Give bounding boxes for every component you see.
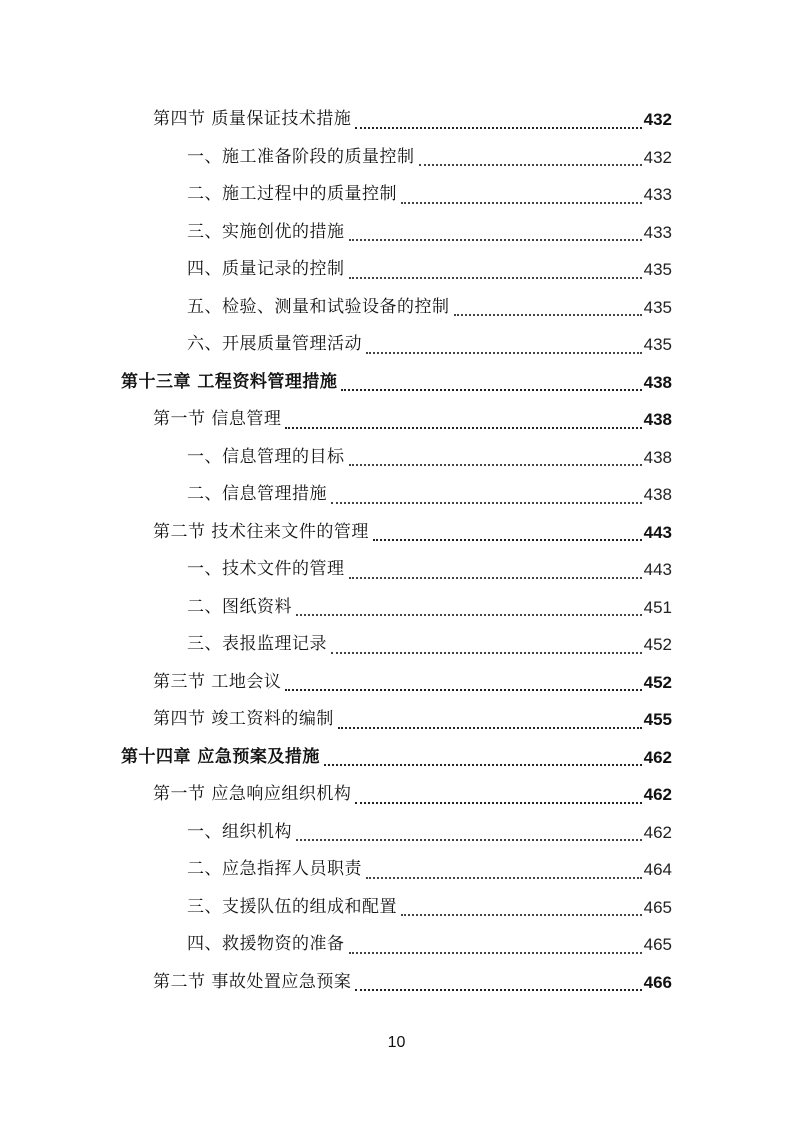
toc-leader-dots	[349, 238, 642, 241]
toc-entry[interactable]	[0, 514, 793, 552]
toc-entry[interactable]	[0, 326, 793, 364]
toc-entry-page: 433	[643, 222, 672, 242]
toc-entry-title: 六、开展质量管理活动	[187, 334, 362, 355]
toc-entry-page: 435	[643, 335, 672, 355]
toc-entry-page: 438	[643, 410, 672, 430]
toc-entry[interactable]	[0, 401, 793, 439]
toc-leader-dots	[324, 763, 642, 766]
toc-leader-dots	[349, 576, 642, 579]
toc-entry-title: 三、表报监理记录	[187, 634, 327, 655]
toc-entry-title: 二、施工过程中的质量控制	[187, 184, 397, 205]
toc-entry[interactable]	[0, 476, 793, 514]
toc-entry-title: 第四节 竣工资料的编制	[153, 709, 334, 730]
toc-entry-page: 455	[643, 710, 672, 730]
toc-leader-dots	[366, 876, 642, 879]
toc-entry-title: 一、技术文件的管理	[187, 559, 345, 580]
toc-leader-dots	[419, 163, 642, 166]
toc-entry-title: 第二节 技术往来文件的管理	[153, 521, 369, 542]
toc-entry-page: 432	[643, 147, 672, 167]
toc-leader-dots	[349, 463, 642, 466]
toc-entry[interactable]	[0, 251, 793, 289]
toc-leader-dots	[454, 313, 642, 316]
toc-entry-title: 第三节 工地会议	[153, 671, 282, 692]
toc-entry-page: 466	[643, 972, 672, 992]
toc-entry[interactable]	[0, 214, 793, 252]
page-number: 10	[387, 1034, 406, 1051]
toc-entry-page: 452	[643, 672, 672, 692]
toc-entry-page: 462	[643, 822, 672, 842]
toc-entry-page: 464	[643, 860, 672, 880]
toc-entry-page: 465	[643, 897, 672, 917]
toc-leader-dots	[296, 613, 642, 616]
toc-leader-dots	[401, 913, 642, 916]
toc-entry-page: 443	[643, 522, 672, 542]
toc-entry-title: 四、救援物资的准备	[187, 934, 345, 955]
toc-entry-page: 432	[643, 110, 672, 130]
toc-leader-dots	[355, 988, 641, 991]
toc-leader-dots	[366, 351, 642, 354]
toc-entry-page: 433	[643, 185, 672, 205]
toc-leader-dots	[331, 651, 642, 654]
toc-entry-title: 第一节 应急响应组织机构	[153, 784, 352, 805]
toc-entry-title: 一、施工准备阶段的质量控制	[187, 146, 415, 167]
toc-entry-title: 第二节 事故处置应急预案	[153, 971, 352, 992]
toc-entry-page: 438	[643, 447, 672, 467]
toc-entry[interactable]	[0, 101, 793, 139]
toc-entry[interactable]	[0, 439, 793, 477]
toc-leader-dots	[349, 951, 642, 954]
toc-entry-title: 四、质量记录的控制	[187, 259, 345, 280]
toc-leader-dots	[285, 688, 641, 691]
toc-entry[interactable]	[0, 926, 793, 964]
toc-entry[interactable]	[0, 589, 793, 627]
toc-entry-page: 452	[643, 635, 672, 655]
toc-entry[interactable]	[0, 626, 793, 664]
toc-leader-dots	[349, 276, 642, 279]
toc-entry-title: 二、应急指挥人员职责	[187, 859, 362, 880]
toc-entry-title: 第四节 质量保证技术措施	[153, 109, 352, 130]
toc-entry[interactable]	[0, 701, 793, 739]
toc-entry-page: 462	[643, 747, 672, 767]
toc-entry[interactable]	[0, 814, 793, 852]
toc-entry-title: 二、图纸资料	[187, 596, 292, 617]
toc-leader-dots	[296, 838, 642, 841]
toc-entry-page: 435	[643, 260, 672, 280]
toc-leader-dots	[373, 538, 642, 541]
toc-entry-page: 462	[643, 785, 672, 805]
toc-leader-dots	[355, 801, 641, 804]
toc-entry-title: 三、支援队伍的组成和配置	[187, 896, 397, 917]
toc-chapter-entry[interactable]	[0, 739, 793, 777]
toc-entry-page: 435	[643, 297, 672, 317]
toc-entry-title: 一、组织机构	[187, 821, 292, 842]
toc-entry-page: 438	[643, 485, 672, 505]
toc-leader-dots	[338, 726, 642, 729]
toc-chapter-entry[interactable]	[0, 364, 793, 402]
toc-entry[interactable]	[0, 551, 793, 589]
toc-entry-page: 451	[643, 597, 672, 617]
toc-entry-title: 一、信息管理的目标	[187, 446, 345, 467]
toc-entry-page: 438	[643, 372, 672, 392]
toc-leader-dots	[285, 426, 641, 429]
toc-entry[interactable]	[0, 139, 793, 177]
toc-leader-dots	[341, 388, 641, 391]
toc-leader-dots	[331, 501, 642, 504]
toc-entry[interactable]	[0, 664, 793, 702]
toc-entry[interactable]	[0, 776, 793, 814]
toc-entry-title: 三、实施创优的措施	[187, 221, 345, 242]
toc-entry-title: 第十四章 应急预案及措施	[121, 746, 320, 767]
toc-entry[interactable]	[0, 176, 793, 214]
toc-entry[interactable]	[0, 851, 793, 889]
toc-entry-title: 五、检验、测量和试验设备的控制	[187, 296, 450, 317]
toc-entry[interactable]	[0, 964, 793, 1002]
toc-leader-dots	[355, 126, 641, 129]
toc-entry[interactable]	[0, 289, 793, 327]
toc-entry-page: 465	[643, 935, 672, 955]
table-of-contents	[0, 101, 793, 1001]
toc-leader-dots	[401, 201, 642, 204]
toc-entry-page: 443	[643, 560, 672, 580]
toc-entry-title: 二、信息管理措施	[187, 484, 327, 505]
toc-entry[interactable]	[0, 889, 793, 927]
toc-entry-title: 第一节 信息管理	[153, 409, 282, 430]
toc-entry-title: 第十三章 工程资料管理措施	[121, 371, 338, 392]
